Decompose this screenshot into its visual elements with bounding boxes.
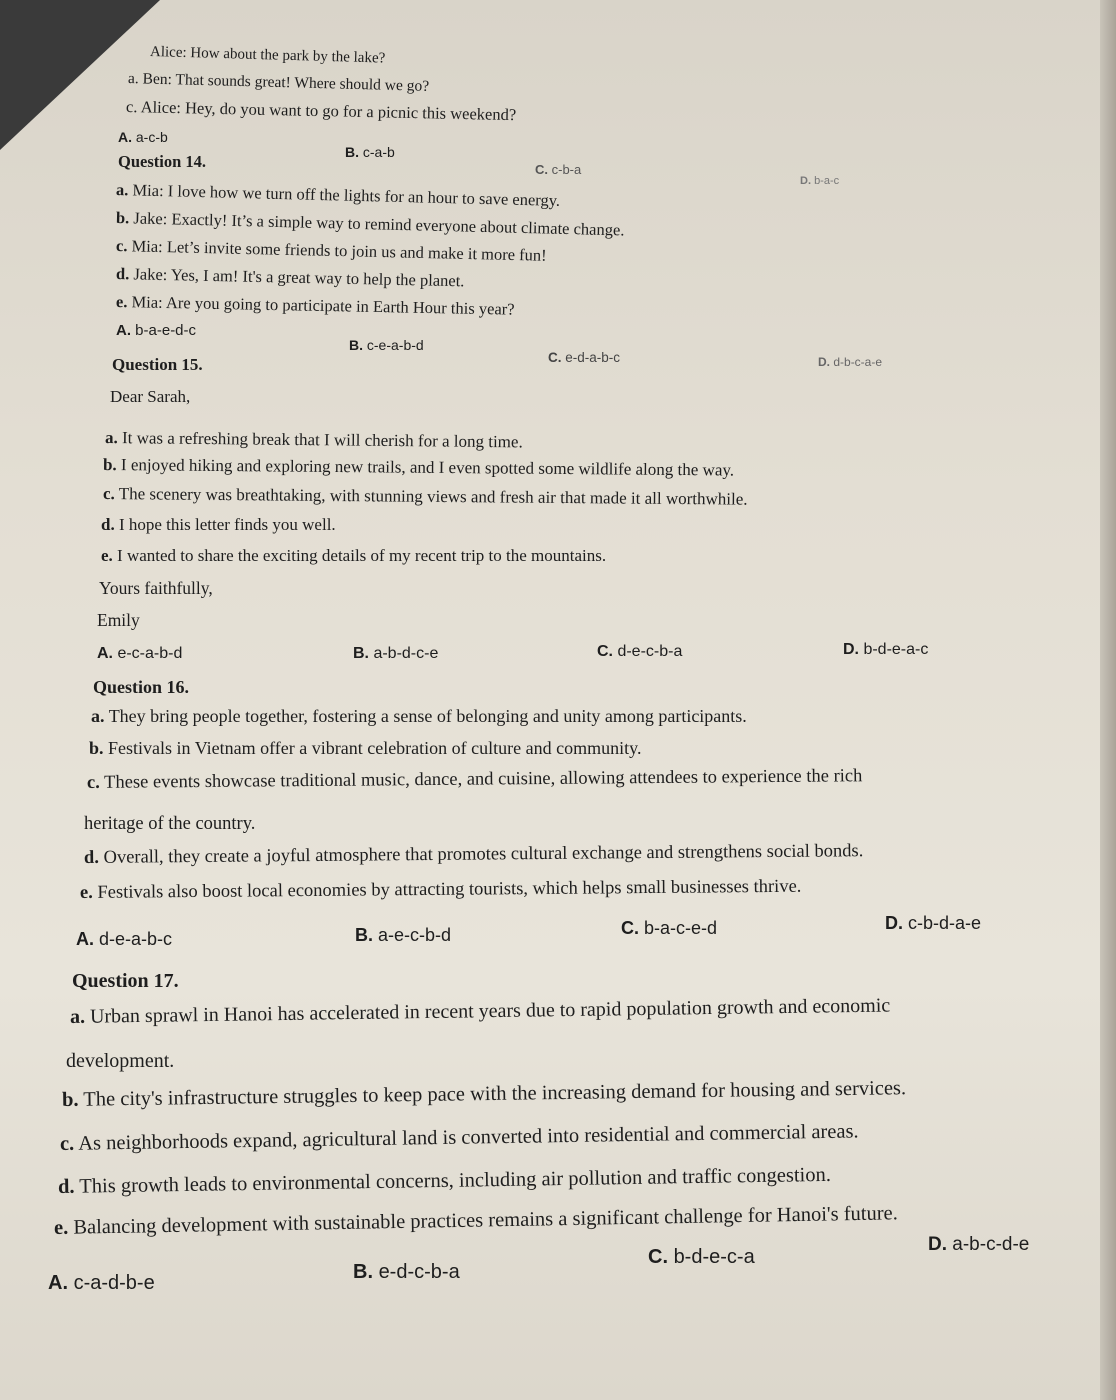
q14-item-e: e. Mia: Are you going to participate in Earth Hour this year?	[115, 292, 515, 319]
q14-option-a[interactable]: A. b-a-e-d-c	[116, 322, 197, 339]
q17-item-a-cont: development.	[66, 1050, 175, 1072]
question-15-title: Question 15.	[112, 355, 203, 374]
q15-item-d: d. I hope this letter finds you well.	[101, 515, 336, 534]
q16-option-a[interactable]: A. d-e-a-b-c	[76, 929, 173, 949]
q14-option-d[interactable]: D. d-b-c-a-e	[818, 355, 883, 369]
q17-item-c: c. As neighborhoods expand, agricultural land is converted into residential and commercial areas.	[59, 1120, 859, 1155]
q13-option-d[interactable]: D. b-a-c	[800, 175, 840, 187]
q13-line-1	[150, 44, 386, 68]
page-edge	[1100, 0, 1116, 1400]
q15-option-c[interactable]: C. d-e-c-b-a	[597, 643, 683, 660]
q17-item-a: a. Urban sprawl in Hanoi has accelerated in recent years due to rapid population growth and economic	[69, 994, 891, 1028]
q17-option-a[interactable]: A. c-a-d-b-e	[48, 1272, 155, 1294]
q17-item-d: d. This growth leads to environmental concerns, including air pollution and traffic congestion.	[57, 1163, 832, 1198]
q15-option-d[interactable]: D. b-d-e-a-c	[843, 641, 929, 658]
q15-option-b[interactable]: B. a-b-d-c-e	[353, 645, 439, 662]
letter-signature: Emily	[97, 610, 140, 630]
q15-item-a: a. It was a refreshing break that I will cherish for a long time.	[104, 428, 523, 452]
q13-line-a	[128, 70, 430, 96]
q14-item-a: a. Mia: I love how we turn off the lights for an hour to save energy.	[115, 180, 561, 210]
question-14-title: Question 14.	[118, 152, 207, 171]
q14-item-d: d. Jake: Yes, I am! It's a great way to help the planet.	[115, 264, 465, 291]
q13-line-1-text: Alice: How about the park by the lake?	[149, 44, 386, 67]
question-17-title: Question 17.	[72, 970, 179, 992]
q13-line-c-text: Alice: Hey, do you want to go for a picnic this weekend?	[140, 97, 517, 125]
q17-option-d[interactable]: D. a-b-c-d-e	[928, 1234, 1030, 1255]
q16-option-b[interactable]: B. a-e-c-b-d	[355, 925, 452, 945]
q13-option-a[interactable]: A. a-c-b	[118, 129, 168, 145]
item-label: c.	[125, 97, 138, 117]
q16-item-d: d. Overall, they create a joyful atmosphere that promotes cultural exchange and strengthens social bonds.	[83, 841, 864, 868]
q13-option-b[interactable]: B. c-a-b	[345, 144, 395, 160]
q14-option-b[interactable]: B. c-e-a-b-d	[349, 337, 424, 353]
q14-item-c: c. Mia: Let’s invite some friends to join us and make it more fun!	[115, 236, 547, 265]
q17-option-b[interactable]: B. e-d-c-b-a	[353, 1261, 460, 1283]
item-label: a.	[127, 70, 139, 88]
q16-item-a: a. They bring people together, fostering a sense of belonging and unity among participants.	[91, 706, 747, 726]
letter-greeting: Dear Sarah,	[110, 387, 191, 406]
q14-option-c[interactable]: C. e-d-a-b-c	[548, 350, 621, 365]
q17-item-b: b. The city's infrastructure struggles to keep pace with the increasing demand for housing and services.	[61, 1077, 907, 1111]
q15-option-a[interactable]: A. e-c-a-b-d	[97, 645, 183, 662]
q13-line-a-text: Ben: That sounds great! Where should we go?	[142, 70, 430, 95]
q15-item-e: e. I wanted to share the exciting details of my recent trip to the mountains.	[101, 546, 607, 565]
q15-item-c: c. The scenery was breathtaking, with stunning views and fresh air that made it all worthwhile.	[102, 484, 748, 509]
q16-option-d[interactable]: D. c-b-d-a-e	[885, 913, 982, 933]
q13-line-c	[126, 97, 517, 125]
q16-item-c: c. These events showcase traditional music, dance, and cuisine, allowing attendees to experience the rich	[86, 766, 863, 793]
question-16-title: Question 16.	[93, 677, 190, 697]
q17-option-c[interactable]: C. b-d-e-c-a	[648, 1246, 755, 1268]
q15-item-b: b. I enjoyed hiking and exploring new trails, and I even spotted some wildlife along the way.	[102, 455, 735, 480]
q13-option-c[interactable]: C. c-b-a	[535, 162, 582, 177]
q14-item-b: b. Jake: Exactly! It’s a simple way to remind everyone about climate change.	[115, 208, 625, 240]
q16-item-b: b. Festivals in Vietnam offer a vibrant celebration of culture and community.	[89, 738, 642, 758]
q16-item-c-cont: heritage of the country.	[84, 814, 256, 834]
q17-item-e: e. Balancing development with sustainable practices remains a significant challenge for Hanoi's future.	[53, 1202, 898, 1239]
q16-option-c[interactable]: C. b-a-c-e-d	[621, 918, 718, 938]
letter-closing: Yours faithfully,	[99, 578, 213, 598]
q16-item-e: e. Festivals also boost local economies by attracting tourists, which helps small businesses thrive.	[79, 876, 802, 903]
